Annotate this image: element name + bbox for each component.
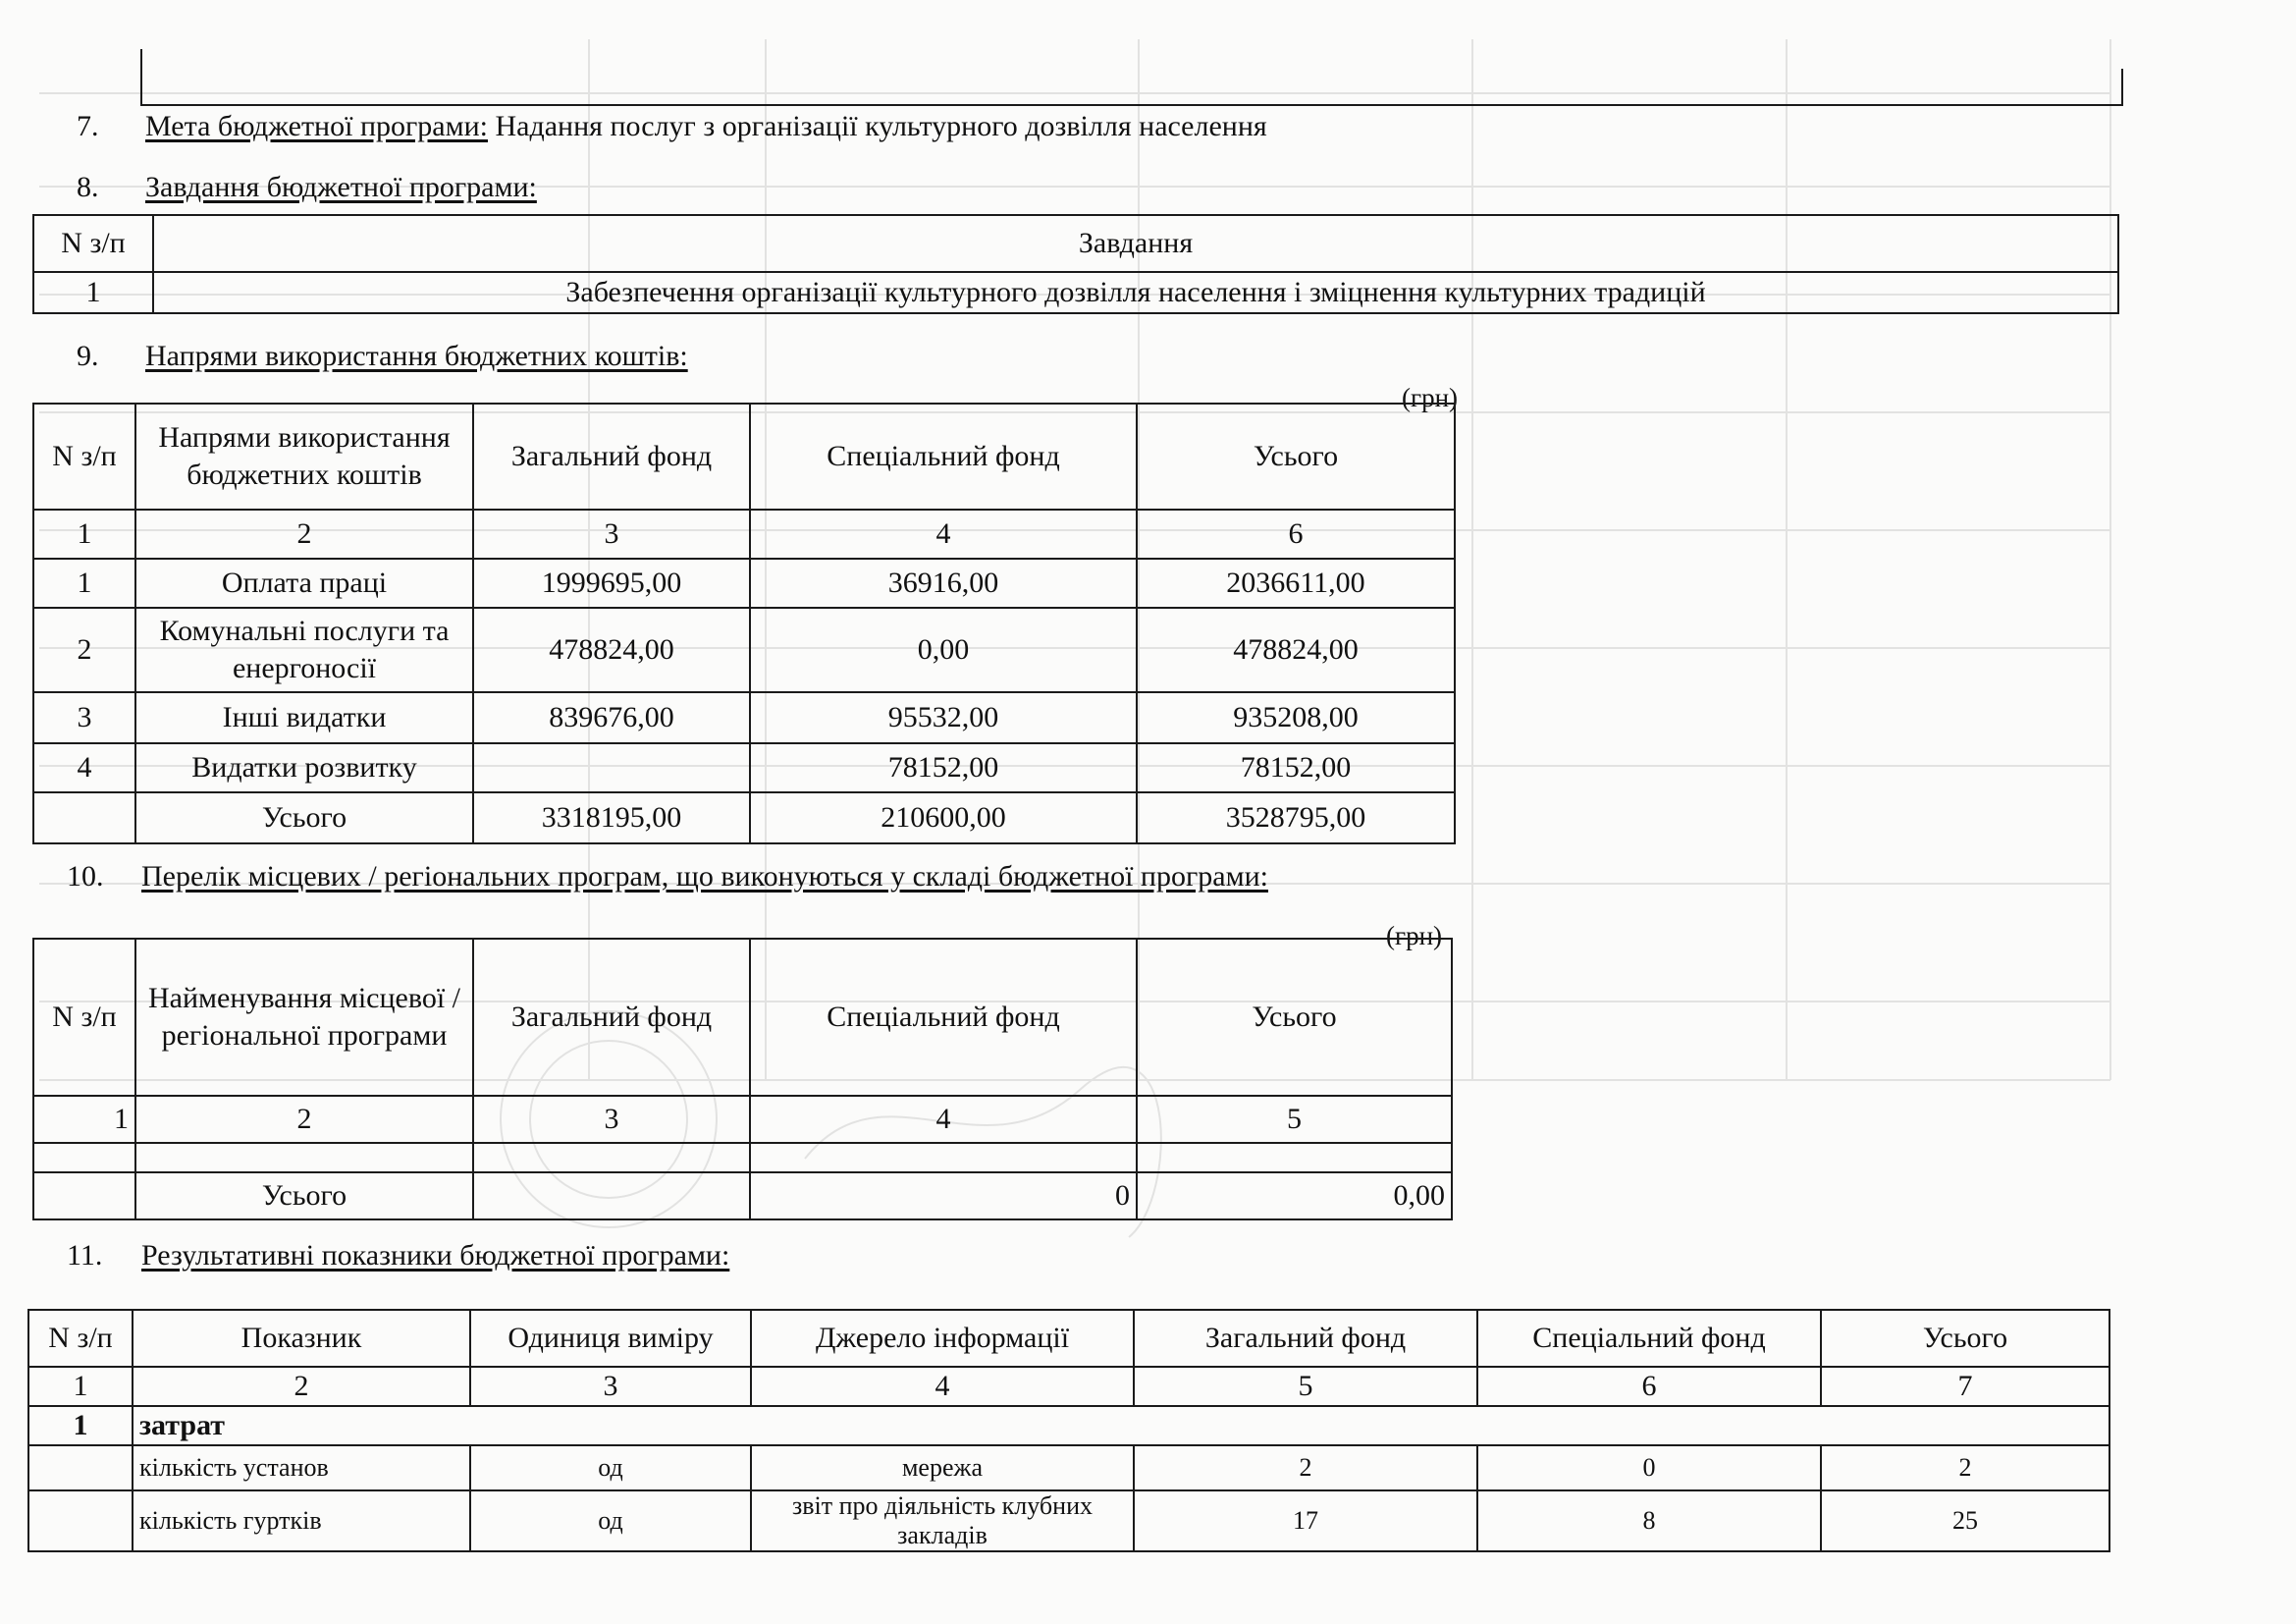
cell: [135, 1143, 473, 1172]
cell: од: [470, 1490, 751, 1551]
tasks-table: [32, 214, 2119, 314]
indicators-table: [27, 1309, 2110, 1552]
cell: 95532,00: [750, 692, 1137, 743]
cell: [473, 1172, 750, 1219]
section-11: [67, 1239, 950, 1278]
section-8-title: Завдання бюджетної програми:: [145, 171, 537, 203]
cell: [1134, 1406, 1477, 1445]
programs-header-num: N з/п: [33, 939, 135, 1096]
spending-header-direction: Напрями використання бюджетних коштів: [135, 404, 473, 510]
spending-colnum: 1: [33, 510, 135, 559]
indicators-colnum: 2: [133, 1367, 470, 1406]
tasks-row-num: 1: [33, 272, 153, 313]
section-9: [77, 340, 960, 379]
indicators-header-special: Спеціальний фонд: [1477, 1310, 1821, 1367]
table-row: [28, 1490, 2109, 1551]
cell: [751, 1406, 1134, 1445]
cell: 0: [750, 1172, 1137, 1219]
indicators-colnum: 4: [751, 1367, 1134, 1406]
programs-header-name: Найменування місцевої / регіональної програми: [135, 939, 473, 1096]
cell: кількість гуртків: [133, 1490, 470, 1551]
table-row: [33, 692, 1455, 743]
cell: [28, 1490, 133, 1551]
cell: 1: [33, 559, 135, 608]
indicators-colnum: 5: [1134, 1367, 1477, 1406]
cell: [473, 1143, 750, 1172]
cell: 4: [33, 743, 135, 792]
section-10-title: Перелік місцевих / регіональних програм, що виконуються у складі бюджетної програми:: [141, 860, 1268, 893]
cell: 3: [33, 692, 135, 743]
cell: 3528795,00: [1137, 792, 1455, 843]
cell: [750, 1143, 1137, 1172]
cell: кількість установ: [133, 1445, 470, 1490]
cell: Оплата праці: [135, 559, 473, 608]
programs-header-general: Загальний фонд: [473, 939, 750, 1096]
cell: 839676,00: [473, 692, 750, 743]
cell: [470, 1406, 751, 1445]
cell: 478824,00: [473, 608, 750, 692]
cell: 78152,00: [1137, 743, 1455, 792]
spending-colnum: 3: [473, 510, 750, 559]
cell: 0: [1477, 1445, 1821, 1490]
table-row: [28, 1445, 2109, 1490]
cell: 36916,00: [750, 559, 1137, 608]
table-row: [33, 1143, 1452, 1172]
cell: 478824,00: [1137, 608, 1455, 692]
cell: 0,00: [1137, 1172, 1452, 1219]
programs-colnum: 1: [33, 1096, 135, 1143]
cell: 1: [28, 1406, 133, 1445]
cell: 2036611,00: [1137, 559, 1455, 608]
spending-header-num: N з/п: [33, 404, 135, 510]
table-row: [33, 559, 1455, 608]
cell: 1999695,00: [473, 559, 750, 608]
cell: Інші видатки: [135, 692, 473, 743]
indicators-header-num: N з/п: [28, 1310, 133, 1367]
spending-colnum: 2: [135, 510, 473, 559]
spending-colnum: 4: [750, 510, 1137, 559]
cell: 210600,00: [750, 792, 1137, 843]
indicators-header-unit: Одиниця виміру: [470, 1310, 751, 1367]
cell: звіт про діяльність клубних закладів: [751, 1490, 1134, 1551]
section-7-title: [145, 110, 1267, 143]
previous-table-bottom-left: [140, 49, 142, 104]
section-11-number: 11.: [67, 1239, 103, 1272]
section-10-number: 10.: [67, 860, 104, 893]
cell: [1137, 1143, 1452, 1172]
cell: 78152,00: [750, 743, 1137, 792]
section-7-value: Надання послуг з організації культурного дозвілля населення: [495, 110, 1267, 142]
cell: 8: [1477, 1490, 1821, 1551]
indicators-colnum: 3: [470, 1367, 751, 1406]
section-8: [77, 171, 862, 210]
cell: [473, 743, 750, 792]
cell: Усього: [135, 1172, 473, 1219]
cell: [1821, 1406, 2109, 1445]
indicators-header-source: Джерело інформації: [751, 1310, 1134, 1367]
programs-header-total: Усього: [1137, 939, 1452, 1096]
section-7-label: Мета бюджетної програми:: [145, 110, 488, 142]
section-10: [67, 860, 1441, 899]
section-11-title: Результативні показники бюджетної програми:: [141, 1239, 730, 1272]
cell: 17: [1134, 1490, 1477, 1551]
programs-colnum: 2: [135, 1096, 473, 1143]
section-9-number: 9.: [77, 340, 99, 372]
programs-colnum: 3: [473, 1096, 750, 1143]
cell: 2: [1821, 1445, 2109, 1490]
spending-header-total: Усього: [1137, 404, 1455, 510]
programs-header-special: Спеціальний фонд: [750, 939, 1137, 1096]
section-8-number: 8.: [77, 171, 99, 203]
programs-total-row: [33, 1172, 1452, 1219]
programs-colnum: 4: [750, 1096, 1137, 1143]
cell: 2: [33, 608, 135, 692]
indicators-colnum: 1: [28, 1367, 133, 1406]
cell: од: [470, 1445, 751, 1490]
programs-table: [32, 938, 1453, 1220]
section-7: [77, 110, 1549, 149]
spending-colnum: 6: [1137, 510, 1455, 559]
tasks-header-num: N з/п: [33, 215, 153, 272]
indicators-group-row: [28, 1406, 2109, 1445]
cell: Видатки розвитку: [135, 743, 473, 792]
cell: [33, 792, 135, 843]
cell: [28, 1445, 133, 1490]
indicators-colnum: 6: [1477, 1367, 1821, 1406]
cell: Усього: [135, 792, 473, 843]
indicators-header-total: Усього: [1821, 1310, 2109, 1367]
tasks-row-task: Забезпечення організації культурного дозвілля населення і зміцнення культурних традицій: [153, 272, 2118, 313]
cell: 0,00: [750, 608, 1137, 692]
table-row: [33, 608, 1455, 692]
cell: 25: [1821, 1490, 2109, 1551]
cell: 3318195,00: [473, 792, 750, 843]
section-9-title: Напрями використання бюджетних коштів:: [145, 340, 688, 372]
cell: Комунальні послуги та енергоносії: [135, 608, 473, 692]
cell: [33, 1172, 135, 1219]
table-row: [33, 743, 1455, 792]
indicators-header-general: Загальний фонд: [1134, 1310, 1477, 1367]
programs-colnum: 5: [1137, 1096, 1452, 1143]
cell: мережа: [751, 1445, 1134, 1490]
cell: затрат: [133, 1406, 470, 1445]
spending-header-special: Спеціальний фонд: [750, 404, 1137, 510]
spending-table: [32, 403, 1456, 844]
cell: [1477, 1406, 1821, 1445]
cell: 935208,00: [1137, 692, 1455, 743]
cell: [33, 1143, 135, 1172]
spending-total-row: [33, 792, 1455, 843]
indicators-colnum: 7: [1821, 1367, 2109, 1406]
indicators-header-indicator: Показник: [133, 1310, 470, 1367]
section-9-unit: (грн): [1402, 383, 1459, 412]
section-10-unit: (грн): [1386, 921, 1443, 950]
cell: 2: [1134, 1445, 1477, 1490]
tasks-header-task: Завдання: [153, 215, 2118, 272]
section-7-number: 7.: [77, 110, 99, 142]
previous-table-bottom: [140, 69, 2123, 106]
spending-header-general: Загальний фонд: [473, 404, 750, 510]
